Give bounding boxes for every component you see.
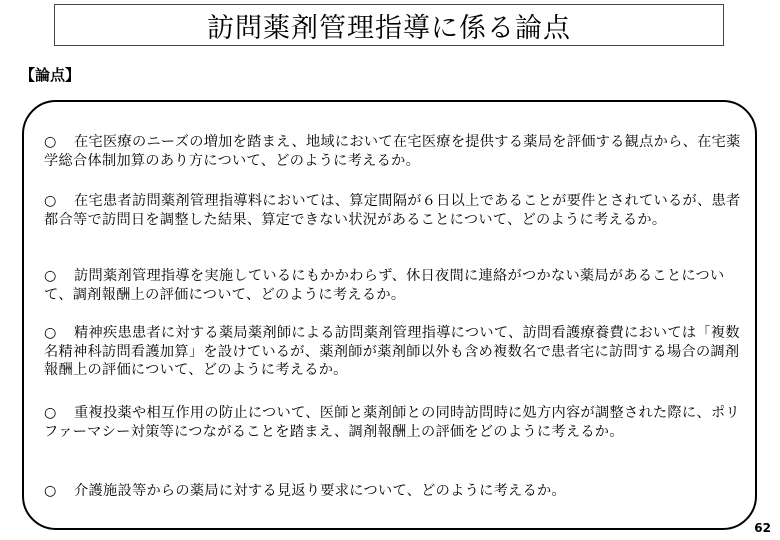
bullet-marker: ○ [44,483,57,499]
discussion-point-3 [44,267,744,304]
bullet-marker: ○ [44,325,57,341]
discussion-point-2 [44,192,744,229]
discussion-point-text: 在宅医療のニーズの増加を踏まえ、地域において在宅医療を提供する薬局を評価する観点から、在宅薬学総合体制加算のあり方について、どのように考えるか。 [44,134,741,169]
discussion-point-5 [44,404,744,441]
discussion-point-text: 在宅患者訪問薬剤管理指導料においては、算定間隔が６日以上であることが要件とされているが、患者都合等で訪問日を調整した結果、算定できない状況があることについて、どのように考えるか。 [44,193,741,228]
page-number: 62 [754,521,771,535]
discussion-point-text: 訪問薬剤管理指導を実施しているにもかかわらず、休日夜間に連絡がつかない薬局があることについて、調剤報酬上の評価について、どのように考えるか。 [44,268,725,303]
discussion-point-4 [44,324,744,380]
page-title: 訪問薬剤管理指導に係る論点 [207,12,571,44]
discussion-point-text: 重複投薬や相互作用の防止について、医師と薬剤師との同時訪問時に処方内容が調整された際に、ポリファーマシー対策等につながることを踏まえ、調剤報酬上の評価をどのように考えるか。 [44,405,740,440]
discussion-point-6 [44,482,744,501]
discussion-point-text: 介護施設等からの薬局に対する見返り要求について、どのように考えるか。 [74,483,567,499]
section-label: 【論点】 [20,66,81,84]
bullet-marker: ○ [44,134,57,150]
discussion-point-text: 精神疾患患者に対する薬局薬剤師による訪問薬剤管理指導について、訪問看護療養費においては「複数名精神科訪問看護加算」を設けているが、薬剤師が薬剤師以外も含め複数名で患者宅に訪問する場合の調剤報酬上の評価について、どのように考えるか。 [44,325,740,378]
bullet-marker: ○ [44,405,57,421]
bullet-marker: ○ [44,193,57,209]
discussion-point-1 [44,133,744,170]
title-box [54,4,724,46]
bullet-marker: ○ [44,268,57,284]
